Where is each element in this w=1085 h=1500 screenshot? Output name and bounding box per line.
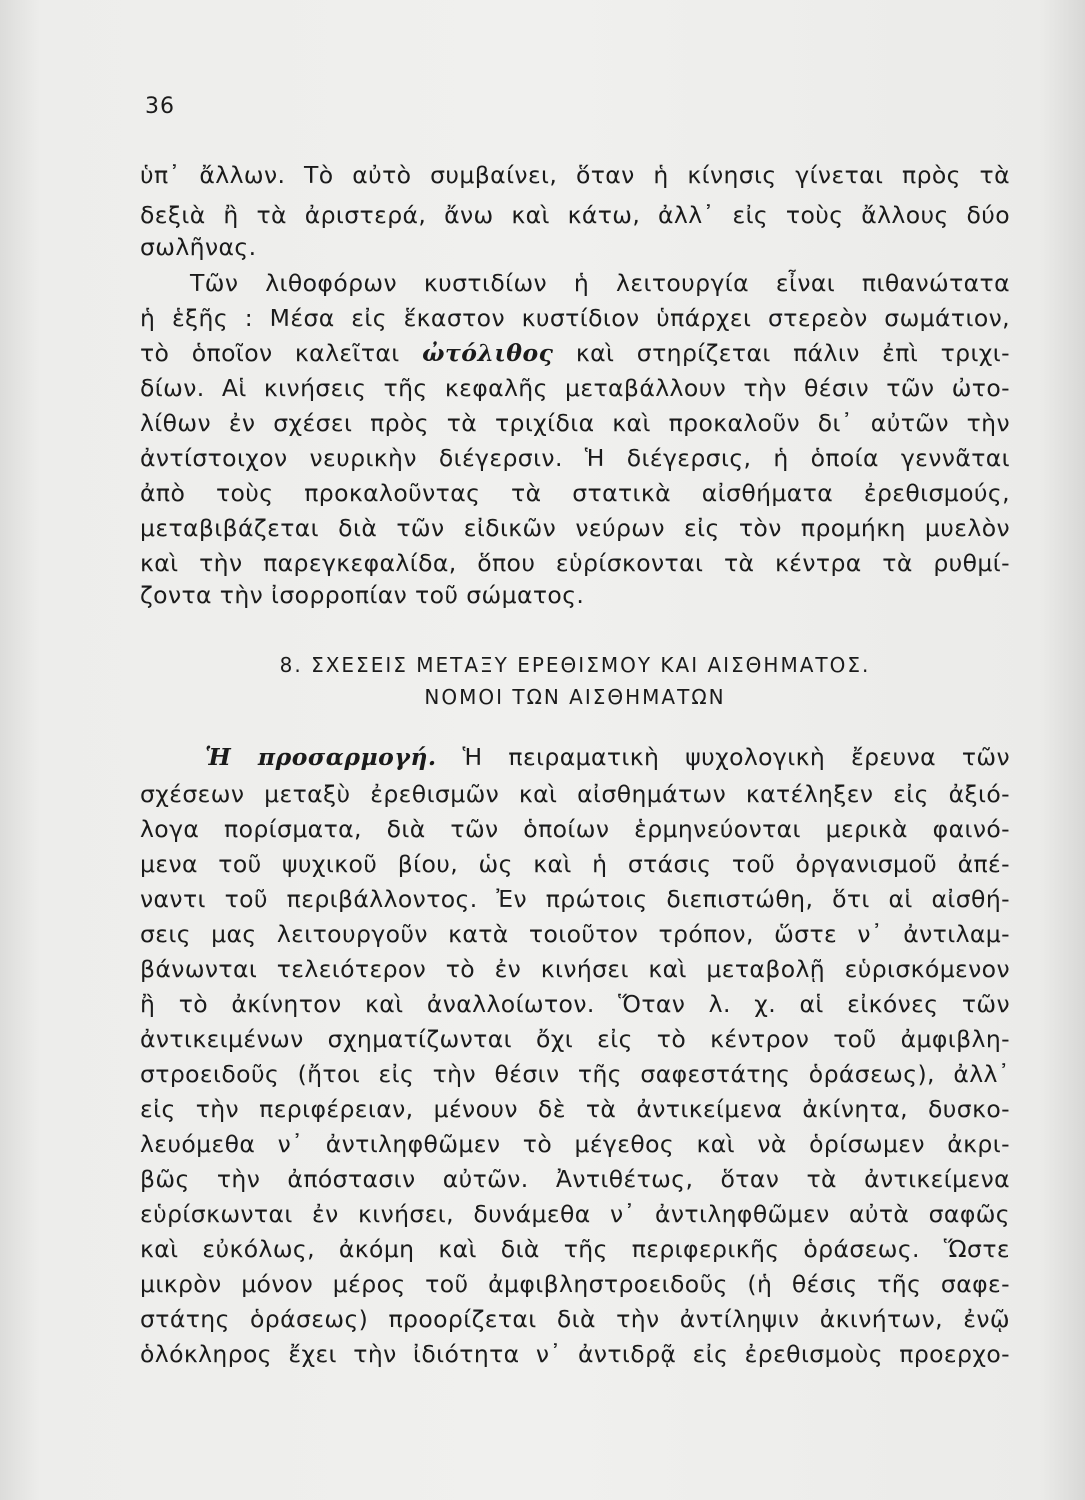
text-line: σχέσεων μεταξὺ ἐρεθισμῶν καὶ αἰσθημάτων κατέληξεν εἰς ἀξιό- — [140, 780, 1010, 808]
text-line: εἰς τὴν περιφέρειαν, μένουν δὲ τὰ ἀντικείμενα ἀκίνητα, δυσκο- — [140, 1095, 1010, 1123]
text-line: Τῶν λιθοφόρων κυστιδίων ἡ λειτουργία εἶναι πιθανώτατα — [190, 269, 1010, 297]
text-line: ὑπ᾽ ἄλλων. Τὸ αὐτὸ συμβαίνει, ὅταν ἡ κίνησις γίνεται πρὸς τὰ — [140, 161, 1010, 189]
text-line: λευόμεθα ν᾽ ἀντιληφθῶμεν τὸ μέγεθος καὶ νὰ ὁρίσωμεν ἀκρι- — [140, 1130, 1010, 1158]
text-line: ἀπὸ τοὺς προκαλοῦντας τὰ στατικὰ αἰσθήματα ἐρεθισμούς, — [140, 479, 1010, 507]
text-line: στάτης ὁράσεως) προορίζεται διὰ τὴν ἀντίληψιν ἀκινήτων, ἐνῷ — [140, 1305, 1010, 1333]
text-line: ἀντίστοιχον νευρικὴν διέγερσιν. Ἡ διέγερσις, ἡ ὁποία γεννᾶται — [140, 444, 1010, 472]
text-line-with-subhead — [205, 742, 1010, 772]
paragraph-subhead: Ἡ προσαρμογή. — [205, 743, 437, 771]
text-line: καὶ τὴν παρεγκεφαλίδα, ὅπου εὑρίσκονται τὰ κέντρα τὰ ρυθμί- — [140, 549, 1010, 577]
text-line: δίων. Αἱ κινήσεις τῆς κεφαλῆς μεταβάλλουν τὴν θέσιν τῶν ὠτο- — [140, 374, 1010, 402]
text-line: μικρὸν μόνον μέρος τοῦ ἀμφιβληστροειδοῦς (ἡ θέσις τῆς σαφε- — [140, 1270, 1010, 1298]
text-line: δεξιὰ ἢ τὰ ἀριστερά, ἄνω καὶ κάτω, ἀλλ᾽ εἰς τοὺς ἄλλους δύο — [140, 201, 1010, 229]
page-number: 36 — [145, 94, 175, 119]
text-fragment: τὸ ὁποῖον καλεῖται — [140, 339, 400, 367]
section-subheading: ΝΟΜΟΙ ΤΩΝ ΑΙΣΘΗΜΑΤΩΝ — [424, 685, 726, 709]
text-line: ἡ ἑξῆς : Μέσα εἰς ἕκαστον κυστίδιον ὑπάρχει στερεὸν σωμάτιον, — [140, 304, 1010, 332]
text-line: λίθων ἐν σχέσει πρὸς τὰ τριχίδια καὶ προκαλοῦν δι᾽ αὐτῶν τὴν — [140, 409, 1010, 437]
text-line: σωλῆνας. — [140, 233, 257, 261]
text-line: μενα τοῦ ψυχικοῦ βίου, ὡς καὶ ἡ στάσις τοῦ ὀργανισμοῦ ἀπέ- — [140, 850, 1010, 878]
section-heading: 8. ΣΧΕΣΕΙΣ ΜΕΤΑΞΥ ΕΡΕΘΙΣΜΟΥ ΚΑΙ ΑΙΣΘΗΜΑΤΟΣ. — [279, 653, 871, 677]
text-line: ἢ τὸ ἀκίνητον καὶ ἀναλλοίωτον. Ὅταν λ. χ. αἱ εἰκόνες τῶν — [140, 990, 1010, 1018]
text-line: βάνωνται τελειότερον τὸ ἐν κινήσει καὶ μεταβολῇ εὑρισκόμενον — [140, 955, 1010, 983]
text-line: ζοντα τὴν ἰσορροπίαν τοῦ σώματος. — [140, 581, 585, 609]
text-line-with-term — [140, 338, 1010, 368]
text-line: ὁλόκληρος ἔχει τὴν ἰδιότητα ν᾽ ἀντιδρᾷ εἰς ἐρεθισμοὺς προερχο- — [140, 1340, 1010, 1368]
text-line: εὑρίσκωνται ἐν κινήσει, δυνάμεθα ν᾽ ἀντιληφθῶμεν αὐτὰ σαφῶς — [140, 1200, 1010, 1228]
text-line: βῶς τὴν ἀπόστασιν αὐτῶν. Ἀντιθέτως, ὅταν τὰ ἀντικείμενα — [140, 1165, 1010, 1193]
text-line: μεταβιβάζεται διὰ τῶν εἰδικῶν νεύρων εἰς τὸν προμήκη μυελὸν — [140, 514, 1010, 542]
text-fragment: Ἡ πειραματικὴ ψυχολογικὴ ἔρευνα τῶν — [462, 743, 1010, 771]
text-line: ναντι τοῦ περιβάλλοντος. Ἐν πρώτοις διεπιστώθη, ὅτι αἱ αἰσθή- — [140, 885, 1010, 913]
text-fragment: καὶ στηρίζεται πάλιν ἐπὶ τριχι- — [575, 339, 1011, 367]
emphasized-term: ὠτόλιθος — [422, 339, 554, 367]
text-line: καὶ εὐκόλως, ἀκόμη καὶ διὰ τῆς περιφερικῆς ὁράσεως. Ὥστε — [140, 1235, 1010, 1263]
text-line: στροειδοῦς (ἤτοι εἰς τὴν θέσιν τῆς σαφεστάτης ὁράσεως), ἀλλ᾽ — [140, 1060, 1010, 1088]
text-line: ἀντικειμένων σχηματίζωνται ὄχι εἰς τὸ κέντρον τοῦ ἀμφιβλη- — [140, 1025, 1010, 1053]
text-line: λογα πορίσματα, διὰ τῶν ὁποίων ἑρμηνεύονται μερικὰ φαινό- — [140, 815, 1010, 843]
text-line: σεις μας λειτουργοῦν κατὰ τοιοῦτον τρόπον, ὥστε ν᾽ ἀντιλαμ- — [140, 920, 1010, 948]
